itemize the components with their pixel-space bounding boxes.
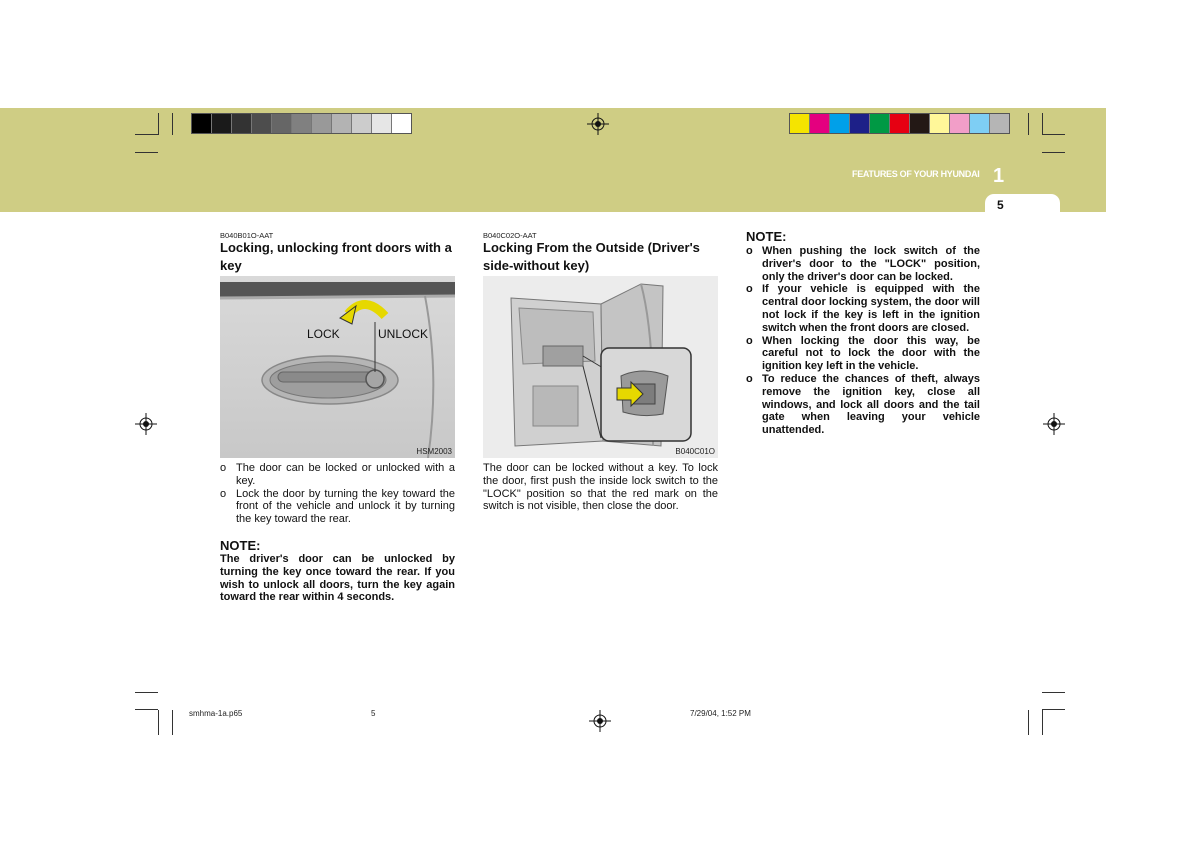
crop-mark [1042,692,1065,693]
list-item [220,462,455,488]
door-key-figure [220,276,455,458]
bullet-marker: o [220,487,227,500]
bullet-list [220,462,455,526]
crop-mark [135,709,158,710]
bullet-marker: o [746,334,753,347]
color-swatch [790,114,810,133]
color-swatch [392,114,411,133]
crop-mark [172,113,173,135]
crop-mark [1042,134,1065,135]
door-lock-figure [483,276,718,458]
registration-mark-icon [587,113,609,135]
bullet-text: When locking the door this way, be careful not to lock the door with the ignition key left in the vehicle. [762,334,980,373]
crop-mark [135,134,158,135]
grayscale-color-bar [191,113,412,134]
crop-mark [1028,113,1029,135]
bullet-text: Lock the door by turning the key toward the front of the vehicle and unlock it by turning the key toward the rear. [236,487,455,526]
bullet-marker: o [746,283,753,296]
note-body: The driver's door can be unlocked by turning the key once toward the rear. If you wish to unlock all doors, turn the key again toward the rear within 4 seconds. [220,553,455,604]
unlock-label: UNLOCK [378,327,429,341]
process-color-bar [789,113,1010,134]
color-swatch [332,114,352,133]
list-item [746,283,980,334]
figure-code: B040C01O [675,447,715,456]
crop-mark [1028,710,1029,735]
section-code: B040C02O-AAT [483,231,537,240]
color-swatch [192,114,212,133]
color-swatch [292,114,312,133]
list-item [220,488,455,526]
color-swatch [950,114,970,133]
bullet-text: The door can be locked or unlocked with a key. [236,462,455,487]
color-swatch [312,114,332,133]
color-swatch [830,114,850,133]
bullet-marker: o [220,462,227,474]
crop-mark [1042,709,1065,710]
footer-page: 5 [371,709,376,718]
list-item [746,245,980,283]
color-swatch [910,114,930,133]
color-swatch [850,114,870,133]
figure-code: HSM2003 [416,447,452,456]
page-number: 5 [997,198,1004,212]
list-item [746,335,980,373]
crop-mark [1042,113,1043,135]
color-swatch [890,114,910,133]
lock-label: LOCK [307,327,340,341]
bullet-text: To reduce the chances of theft, always remove the ignition key, close all windows, and lock all doors and the tail gate when leaving your vehicle unattended. [762,372,980,437]
registration-mark-icon [135,413,157,435]
bullet-text: If your vehicle is equipped with the central door locking system, the door will not lock if the key is left in the ignition switch when the front doors are closed. [762,283,980,334]
section-heading: Locking From the Outside (Driver's side-without key) [483,240,700,273]
footer-filename: smhma-1a.p65 [189,709,243,718]
body-paragraph: The door can be locked without a key. To lock the door, first push the inside lock switch to the "LOCK" position so that the red mark on the switch is not visible, then close the door. [483,462,718,513]
color-swatch [930,114,950,133]
color-swatch [970,114,990,133]
color-swatch [372,114,392,133]
door-handle-illustration [220,276,455,458]
color-swatch [272,114,292,133]
section-heading: Locking, unlocking front doors with a key [220,240,452,273]
color-swatch [252,114,272,133]
crop-mark [1042,710,1043,735]
color-swatch [810,114,830,133]
bullet-marker: o [746,245,753,257]
note-bullet-list [746,245,980,437]
door-interior-illustration [483,276,718,458]
color-swatch [870,114,890,133]
note-title: NOTE: [746,229,787,244]
crop-mark [1042,152,1065,153]
color-swatch [352,114,372,133]
color-swatch [990,114,1009,133]
note-title: NOTE: [220,538,261,553]
crop-mark [135,692,158,693]
crop-mark [158,113,159,135]
section-code: B040B01O-AAT [220,231,274,240]
crop-mark [172,710,173,735]
crop-mark [158,710,159,735]
color-swatch [232,114,252,133]
bullet-text: When pushing the lock switch of the driver's door to the "LOCK" position, only the driver's door can be locked. [762,245,980,283]
section-number: 1 [993,165,1005,187]
registration-mark-icon [589,710,611,732]
registration-mark-icon [1043,413,1065,435]
footer-timestamp: 7/29/04, 1:52 PM [690,709,751,718]
list-item [746,373,980,437]
crop-mark [135,152,158,153]
bullet-marker: o [746,372,753,385]
color-swatch [212,114,232,133]
section-title: FEATURES OF YOUR HYUNDAI [852,169,980,179]
